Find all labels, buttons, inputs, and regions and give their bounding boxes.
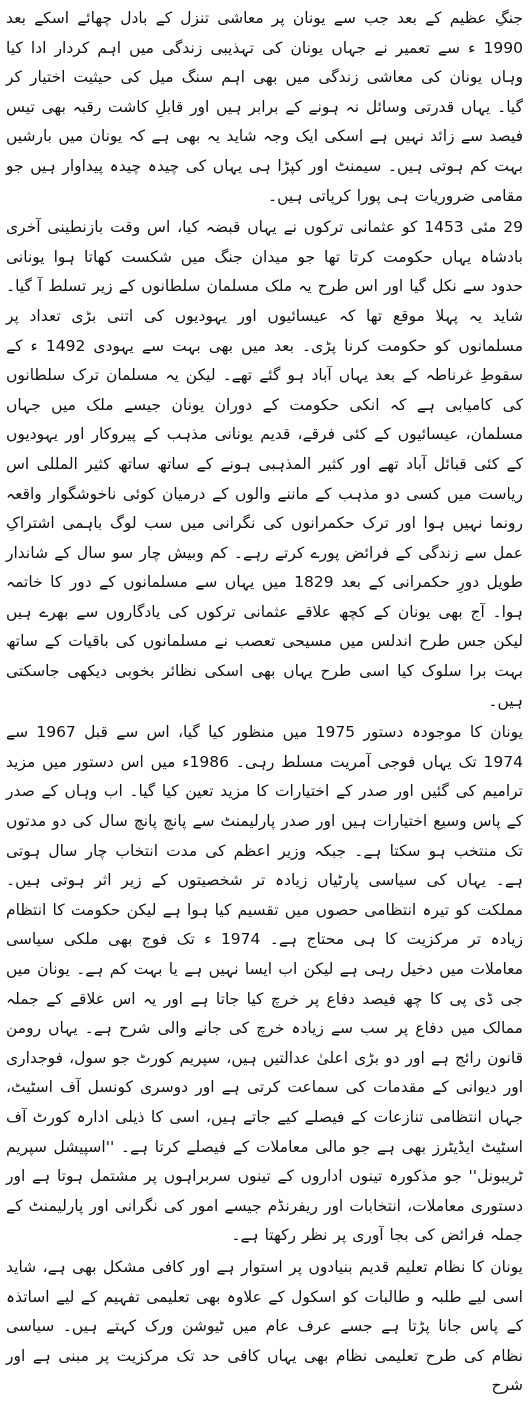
paragraph-ottoman-history: 29 مئی 1453 کو عثمانی ترکوں نے یہاں قبضہ کیا، اس وقت بازنطینی آخری بادشاہ یہاں حکومت کرتا تھا جو میدان جنگ میں شکست کھاتا ہوا یونانی حدود سے نکل گیا اور اس طرح یہ ملک مسلمان سلطانوں کے زیر تسلط آ گیا۔ شاید یہ پہلا موقع تھا کہ عیسائیوں اور یہودیوں کی اتنی بڑی تعداد پر مسلمانوں کو حکومت کرنا پڑی۔ بعد میں بھی بہت سے یہودی 1492 ء کے سقوطِ غرناطہ کے بعد یہاں آباد ہو گئے تھے۔ لیکن یہ مسلمان ترک سلطانوں کی کامیابی ہے کہ انکی حکومت کے دوران یونان جیسے ملک میں جہاں مسلمان، عیسائیوں کے کئی فرقے، قدیم یونانی مذہب کے پیروکار اور یہودیوں کے کئی قبائل آباد تھے اور کثیر المذہبی ہونے کے ساتھ ساتھ کثیر المللی اس ریاست میں کسی دو مذہب کے ماننے والوں کے درمیان کوئی ناخوشگوار واقعہ رونما نہیں ہوا اور ترک حکمرانوں کی نگرانی میں سب لوگ باہمی اشتراکِ عمل سے زندگی کے فرائض پورے کرتے رہے۔ کم وبیش چار سو سال کے شاندار طویل دورِ حکمرانی کے بعد 1829 میں یہاں سے مسلمانوں کے دور کا خاتمہ ہوا۔ آج بھی یونان کے کچھ علاقے عثمانی ترکوں کی یادگاروں سے بھرے ہیں لیکن جس طرح اندلس میں مسیحی تعصب نے مسلمانوں کی باقیات کے ساتھ بہت برا سلوک کیا اسی طرح یہاں بھی اسکی نظائر بخوبی دیکھی جاسکتی ہیں۔: [6, 218, 523, 710]
paragraph-education: یونان کا نظام تعلیم قدیم بنیادوں پر استوار ہے اور کافی مشکل بھی ہے، شاید اسی لیے طلبہ و طالبات کو اسکول کے علاوہ بھی تعلیمی تفہیم کے لیے اساتذہ کے پاس جانا پڑتا ہے جسے عرف عام میں ٹیوشن ورک کہتے ہیں۔ سیاسی نظام کی طرح تعلیمی نظام بھی یہاں کافی حد تک مرکزیت پر مبنی ہے اور شرح: [6, 1257, 523, 1395]
paragraph-economy: جنگِ عظیم کے بعد جب سے یونان پر معاشی تنزل کے بادل چھائے اسکے بعد 1990 ء سے تعمیر نے جہاں یونان کی تہذیبی زندگی میں اہم کردار ادا کیا وہاں یونان کی معاشی زندگی میں بھی اہم سنگ میل کی حیثیت اختیار کر گیا۔ یہاں قدرتی وسائل نہ ہونے کے برابر ہیں اور قابلِ کاشت رقبہ بھی تیس فیصد سے زائد نہیں ہے اسکی ایک وجہ شاید یہ بھی ہے کہ یونان میں بارشیں بہت کم ہوتی ہیں۔ سیمنٹ اور کپڑا ہی یہاں کی چیدہ چیدہ پیداوار ہیں جو مقامی ضروریات ہی پورا کرپاتی ہیں۔: [6, 9, 523, 205]
paragraph-constitution: یونان کا موجودہ دستور 1975 میں منظور کیا گیا، اس سے قبل 1967 سے 1974 تک یہاں فوجی آمریت مسلط رہی۔ 1986ء میں اس دستور میں مزید ترامیم کی گئیں اور صدر کے اختیارات کا مزید تعین کیا گیا۔ اب وہاں کے صدر کے پاس وسیع اختیارات ہیں اور صدر پارلیمنٹ سے پانچ پانچ سال کی دو مدتوں تک منتخب ہو سکتا ہے۔ جبکہ وزیر اعظم کی مدت انتخاب چار سال ہوتی ہے۔ یہاں کی سیاسی پارٹیاں زیادہ تر شخصیتوں کے زیر اثر ہوتی ہیں۔ مملکت کو تیرہ انتظامی حصوں میں تقسیم کیا ہوا ہے لیکن حکومت کا انتظام زیادہ تر مرکزیت کا ہی محتاج ہے۔ 1974 ء تک فوج بھی ملکی سیاسی معاملات میں دخیل رہی ہے لیکن اب ایسا نہیں ہے یا بہت کم ہے۔ یونان میں جی ڈی پی کا چھ فیصد دفاع پر خرچ کیا جاتا ہے اور یہ اس علاقے کے جملہ ممالک میں دفاع پر سب سے زیادہ خرچ کی جانے والی شرح ہے۔ یہاں رومن قانون رائج ہے اور دو بڑی اعلیٰ عدالتیں ہیں، سپریم کورٹ جو سول، فوجداری اور دیوانی کے مقدمات کی سماعت کرتی ہے اور دوسری کونسل آف اسٹیٹ، جہاں انتظامی تنازعات کے فیصلے کیے جاتے ہیں، اسی کا ذیلی ادارہ کورٹ آف اسٹیٹ ایڈیٹرز بھی ہے جو مالی معاملات کے فیصلے کرتا ہے۔ ''اسپیشل سپریم ٹریبونل'' جو مذکورہ تینوں اداروں کے تینوں سربراہوں پر مشتمل ہوتا ہے اور دستوری معاملات، انتخابات اور ریفرنڈم جیسے امور کی نگرانی اور پارلیمنٹ کے جملہ فرائض کی بجا آوری پر نظر رکھتا ہے۔: [6, 723, 523, 1245]
